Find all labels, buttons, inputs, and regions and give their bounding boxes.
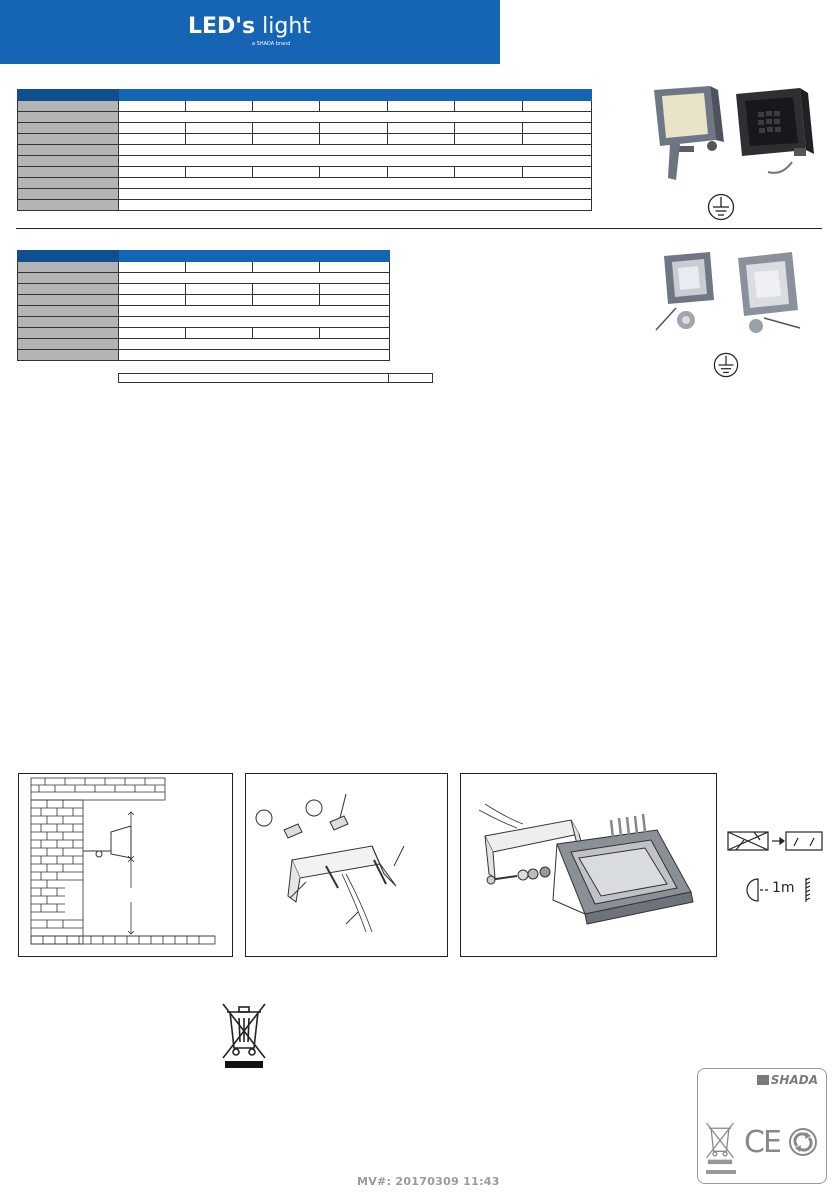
table-row xyxy=(18,350,390,361)
table-row xyxy=(18,134,592,145)
ce-mark-icon: CE xyxy=(744,1125,780,1160)
table-row xyxy=(18,112,592,123)
install-bracket-diagram xyxy=(245,773,448,957)
document-version-code: MV#: 20170309 11:43 xyxy=(357,1175,500,1188)
install-wall-diagram xyxy=(18,773,233,957)
table-row xyxy=(18,273,390,284)
table-row xyxy=(18,262,390,273)
shada-mark-icon xyxy=(757,1075,769,1085)
spec-table-1 xyxy=(17,89,592,211)
spec-table-2 xyxy=(17,250,390,361)
shada-logo: SHADA xyxy=(757,1073,818,1087)
weee-bin-icon xyxy=(219,1000,269,1070)
table-row xyxy=(18,284,390,295)
bracket-illustration xyxy=(246,774,447,956)
logo-light-text: light xyxy=(262,14,311,39)
section-divider xyxy=(16,228,822,229)
table-row xyxy=(18,295,390,306)
wall-mount-illustration xyxy=(19,774,232,956)
table-row xyxy=(18,328,390,339)
table-row xyxy=(18,178,592,189)
label-footer-bar xyxy=(706,1170,736,1174)
table-row xyxy=(18,317,390,328)
floodlight-product-image-1 xyxy=(640,84,820,184)
logo-subtitle: a SHADA brand xyxy=(252,41,291,47)
table-row xyxy=(18,101,592,112)
table-header-row xyxy=(18,90,592,101)
table-row xyxy=(18,123,592,134)
recycle-icon xyxy=(788,1127,818,1157)
table-row xyxy=(18,189,592,200)
distance-1m-icon xyxy=(744,876,814,904)
replace-glass-icon xyxy=(726,828,824,854)
table-row xyxy=(18,200,592,211)
table-row xyxy=(18,306,390,317)
logo-main-text: LED's xyxy=(188,14,256,39)
fixture-assembly-illustration xyxy=(461,774,716,956)
table-row xyxy=(18,167,592,178)
table-row xyxy=(18,145,592,156)
protective-earth-icon xyxy=(713,352,739,378)
brand-header xyxy=(0,0,500,64)
table-row xyxy=(18,339,390,350)
floodlight-product-image-2 xyxy=(652,248,812,344)
product-label xyxy=(697,1068,827,1184)
table-header-row xyxy=(18,251,390,262)
table-row xyxy=(18,156,592,167)
distance-label: 1m xyxy=(772,880,795,896)
weee-bin-icon xyxy=(704,1119,736,1167)
table-extra-cell xyxy=(118,373,433,383)
protective-earth-icon xyxy=(707,193,735,221)
install-fixture-diagram xyxy=(460,773,717,957)
brand-logo xyxy=(188,14,311,39)
